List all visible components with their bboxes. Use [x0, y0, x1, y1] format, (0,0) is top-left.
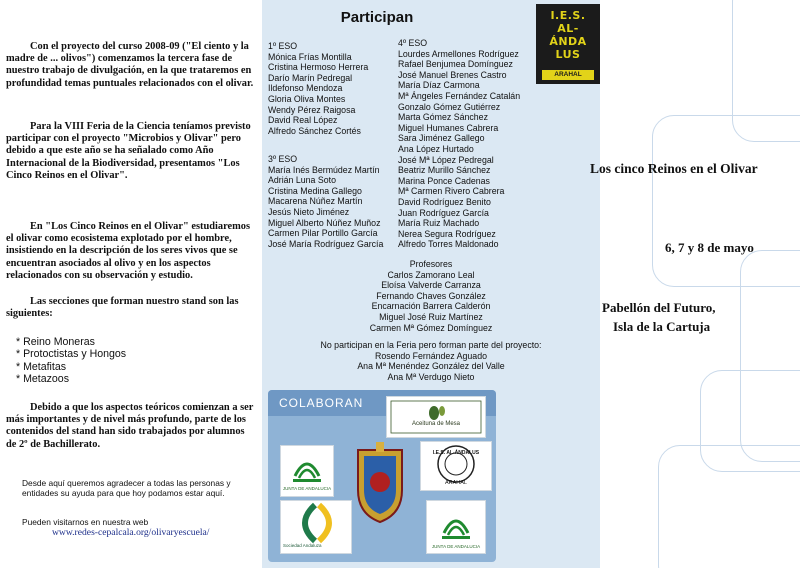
- list-item: Ana Mª Verdugo Nieto: [387, 371, 475, 382]
- logo-arahal: ARAHAL: [542, 70, 594, 80]
- list-item: Carmen Pilar Portillo García: [268, 228, 378, 239]
- aceituna-logo: [386, 396, 486, 438]
- participants-title: Participan: [340, 9, 414, 26]
- shield-icon: [350, 440, 410, 524]
- list-item: Carmen Mª Gómez Domínguez: [369, 322, 493, 333]
- list-item: Alfredo Torres Maldonado: [398, 239, 499, 250]
- list-item: María Inés Bermúdez Martín: [268, 164, 380, 175]
- junta-logo-1: [280, 445, 334, 497]
- list-item: José Manuel Brenes Castro: [398, 69, 507, 80]
- ies-logo: [536, 4, 600, 84]
- website-link[interactable]: www.redes-cepalcala.org/olivaryescuela/: [52, 527, 210, 538]
- decor-frame: [658, 445, 800, 568]
- list-item: David Rodríguez Benito: [398, 196, 491, 207]
- bachillerato-paragraph: Debido a que los aspectos teóricos comienzan a ser más importantes y de nivel más profundo, parte de los contenidos del stand han sido trabajados por alumnos de 2º de Bachillerato.: [6, 402, 254, 450]
- arahal-label: ARAHAL: [444, 480, 467, 486]
- list-item: Rafael Benjumea Domínguez: [398, 59, 513, 70]
- sections-list: [16, 336, 216, 386]
- list-item: Adrián Luna Soto: [268, 175, 336, 186]
- intro-paragraph: Con el proyecto del curso 2008-09 ("El ciento y la madre de ... olivos") comenzamos la tercera fase de nuestro trabajo de divulgación, en la que trataremos en profundidad temas puntuales relacionados con el olivar.: [6, 41, 254, 89]
- list-item: Mónica Frías Montilla: [268, 51, 352, 62]
- sociedad-emblem-icon: [281, 501, 351, 545]
- junta-logo-2: [426, 500, 486, 554]
- list-item: Encarnación Barrera Calderón: [371, 301, 491, 312]
- junta-label-1: JUNTA DE ANDALUCIA: [282, 486, 332, 491]
- visit-text: Pueden visitarnos en nuestra web: [22, 517, 149, 527]
- list-item: Darío Marín Pedregal: [268, 72, 353, 83]
- list-item: Ana López Hurtado: [398, 143, 474, 154]
- list-item: David Real López: [268, 115, 338, 126]
- eso3-heading: 3º ESO: [268, 154, 298, 164]
- sociedad-logo: [280, 500, 352, 554]
- list-item: José Mª López Pedregal: [398, 154, 494, 165]
- olive-icon: [387, 397, 485, 437]
- list-item: Miguel Alberto Núñez Muñoz: [268, 217, 381, 228]
- list-item: Mª Carmen Rivero Cabrera: [398, 186, 505, 197]
- list-item: Sara Jiménez Gallego: [398, 133, 485, 144]
- no-participan-list: [262, 340, 600, 382]
- list-item: Nerea Segura Rodríguez: [398, 228, 496, 239]
- list-item: Macarena Núñez Martín: [268, 196, 363, 207]
- logo-text: I.E.S. AL- ÁNDA LUS: [549, 9, 587, 61]
- description-paragraph: En "Los Cinco Reinos en el Olivar" estudiaremos el olivar como ecosistema explotado por el hombre, insistiendo en la descripción de los seres vivos que se encuentran asociados al olivo y en los aspectos relacionados con su observación y estudio.: [6, 221, 251, 281]
- list-item: * Metafitas: [16, 360, 67, 373]
- eso1-heading: 1º ESO: [268, 41, 298, 51]
- feria-paragraph: Para la VIII Feria de la Ciencia teníamos previsto participar con el proyecto "Microbios y Olivar" pero debido a que este año se ha señalado como Año Internacional de la Biodiversidad, presentamos "Los Cinco Reinos en el Olivar".: [6, 121, 251, 181]
- sections-intro: Las secciones que forman nuestro stand son las siguientes:: [6, 296, 239, 320]
- list-item: Fernando Chaves González: [376, 290, 486, 301]
- list-item: Rosendo Fernández Aguado: [374, 350, 487, 361]
- thanks-text: Desde aquí queremos agradecer a todas las personas y entidades su ayuda para que hoy podamos estar aquí.: [22, 478, 231, 499]
- eso1-list: [268, 41, 368, 136]
- list-item: Marta Gómez Sánchez: [398, 112, 488, 123]
- list-item: Juan Rodríguez García: [398, 207, 489, 218]
- list-item: María Díaz Carmona: [398, 80, 480, 91]
- exhibit-title: Los cinco Reinos en el Olivar: [590, 161, 758, 176]
- list-item: Jesús Nieto Jiménez: [268, 206, 350, 217]
- list-item: Ana Mª Menéndez González del Valle: [357, 361, 505, 372]
- profesores-list: [262, 259, 600, 333]
- list-item: * Metazoos: [16, 373, 69, 386]
- junta-emblem-icon: [281, 446, 333, 486]
- coat-of-arms: [350, 440, 410, 524]
- list-item: José María Rodríguez García: [268, 238, 384, 249]
- list-item: * Reino Moneras: [16, 336, 95, 348]
- list-item: Beatriz Murillo Sánchez: [398, 165, 491, 176]
- list-item: Ildefonso Mendoza: [268, 83, 343, 94]
- venue-line-1: Pabellón del Futuro,: [602, 300, 716, 315]
- event-dates: 6, 7 y 8 de mayo: [665, 240, 754, 255]
- list-item: Lourdes Armellones Rodríguez: [398, 48, 519, 59]
- junta-label-2: JUNTA DE ANDALUCIA: [431, 544, 481, 549]
- list-item: Miguel Humanes Cabrera: [398, 122, 499, 133]
- list-item: Marina Ponce Cadenas: [398, 175, 490, 186]
- junta-emblem-icon: [427, 501, 485, 543]
- list-item: * Protoctistas y Hongos: [16, 348, 127, 361]
- list-item: Gonzalo Gómez Gutiérrez: [398, 101, 501, 112]
- colaboran-title: COLABORAN: [279, 396, 364, 410]
- no-participan-heading: No participan en la Feria pero forman parte del proyecto:: [320, 340, 542, 350]
- right-panel: [600, 0, 800, 568]
- list-item: Gloria Oliva Montes: [268, 93, 346, 104]
- ies-al-andalus-logo: [420, 441, 492, 491]
- profesores-heading: Profesores: [409, 259, 453, 269]
- ies-label: I.E.S. AL-ÁNDALUS: [432, 450, 480, 456]
- list-item: Alfredo Sánchez Cortés: [268, 125, 361, 136]
- eso3-list: [268, 154, 383, 249]
- list-item: Miguel José Ruiz Martínez: [379, 311, 483, 322]
- list-item: Cristina Medina Gallego: [268, 185, 362, 196]
- venue-line-2: Isla de la Cartuja: [613, 319, 711, 334]
- list-item: Carlos Zamorano Leal: [387, 269, 475, 280]
- list-item: Mª Ángeles Fernández Catalán: [398, 90, 521, 101]
- list-item: Cristina Hermoso Herrera: [268, 62, 369, 73]
- list-item: María Ruiz Machado: [398, 218, 480, 229]
- list-item: Wendy Pérez Raigosa: [268, 104, 356, 115]
- aceituna-label: Aceituna de Mesa: [411, 421, 461, 427]
- sociedad-label: Sociedad Andaluza: [283, 543, 322, 548]
- eso4-heading: 4º ESO: [398, 38, 428, 48]
- eso4-list: [398, 38, 520, 250]
- list-item: Eloísa Valverde Carranza: [381, 280, 481, 291]
